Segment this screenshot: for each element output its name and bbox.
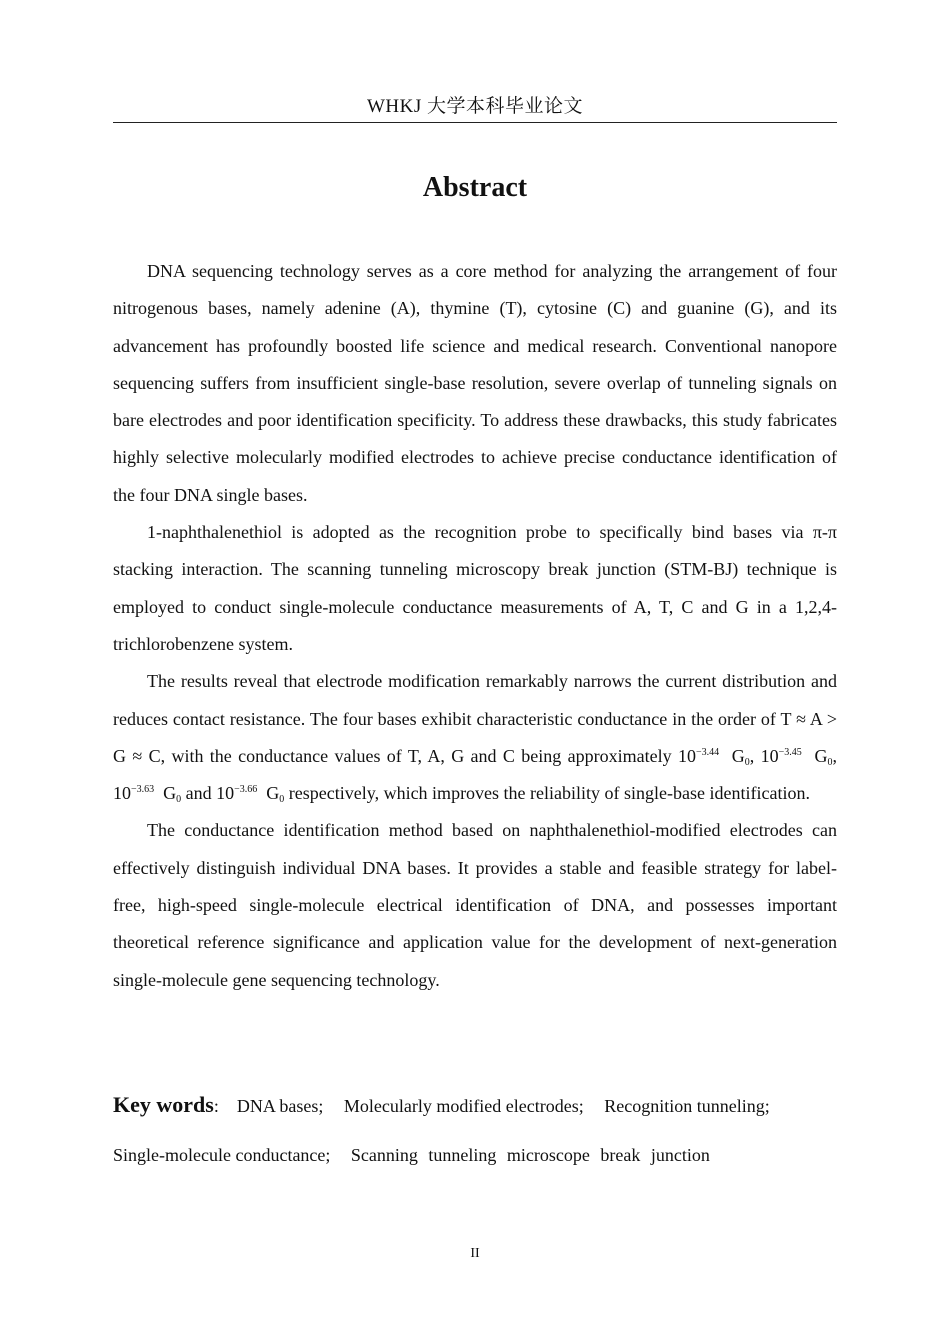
keywords-line-2 [113,1131,837,1180]
conductance-T: $10^{-3.44}$ $G_0$ [677,745,750,768]
page-header [113,94,837,123]
keyword-item: Molecularly modified electrodes; [343,1096,584,1116]
keyword-item: Scanning tunneling microscope break junction [350,1145,710,1165]
header-text: WHKJ 大学本科毕业论文 [366,96,584,117]
abstract-body [113,253,837,999]
conductance-A: $10^{-3.45}$ $G_0$ [760,745,833,768]
paragraph-2: 1-naphthalenethiol is adopted as the recognition probe to specifically bind bases via π-π stacking interaction. The scanning tunneling microscopy break junction (STM-BJ) technique is employed to conduct single-molecule conductance measurements of A, T, C and G in a 1,2,4-trichlorobenzene system. [113,522,837,654]
keywords-colon: : [213,1096,219,1116]
keywords-line-1 [113,1080,837,1131]
keywords-label: Key words [113,1092,214,1117]
page-number: II [470,1246,480,1261]
p3-text-before: The results reveal that electrode modification remarkably narrows the current distribution and reduces contact resistance. The four bases exhibit characteristic conductance in the order of T ≈ A > G ≈ C, with the conductance values of T, A, G and C being approximately [113,671,837,766]
conductance-G: $10^{-3.63}$ $G_0$ [113,783,182,806]
keyword-item: DNA bases; [236,1096,324,1116]
conductance-C: $10^{-3.66}$ $G_0$ [216,783,285,806]
keyword-item: Recognition tunneling; [604,1096,770,1116]
abstract-title: Abstract [422,172,528,203]
paragraph-4: The conductance identification method based on naphthalenethiol-modified electrodes can effectively distinguish individual DNA bases. It provides a stable and feasible strategy for label-free, high-speed single-molecule electrical identification of DNA, and possesses important theoretical reference significance and application value for the development of next-generation single-molecule gene sequencing technology. [113,820,837,990]
keyword-item: Single-molecule conductance; [113,1145,331,1165]
p3-text-after: respectively, which improves the reliability of single-base identification. [284,783,810,804]
paragraph-1: DNA sequencing technology serves as a core method for analyzing the arrangement of four nitrogenous bases, namely adenine (A), thymine (T), cytosine (C) and guanine (G), and its advancement has profoundly boosted life science and medical research. Conventional nanopore sequencing suffers from insufficient single-base resolution, severe overlap of tunneling signals on bare electrodes and poor identification specificity. To address these drawbacks, this study fabricates highly selective molecularly modified electrodes to achieve precise conductance identification of the four DNA single bases. [113,261,837,505]
paragraph-3: The results reveal that electrode modification remarkably narrows the current distribution and reduces contact resistance. The four bases exhibit characteristic conductance in the order of T ≈ A > G ≈ C, with the conductance values of T, A, G and C being approximately $10^{-3.44}$ $G_0$, $10^{-3.45}$ $G_0$, $10^{-3.63}$ $G_0$ and $10^{-3.66}$ $G_0$ respectively, which improves the reliability of single-base identification. [113,671,838,806]
keywords-section [113,1080,837,1180]
